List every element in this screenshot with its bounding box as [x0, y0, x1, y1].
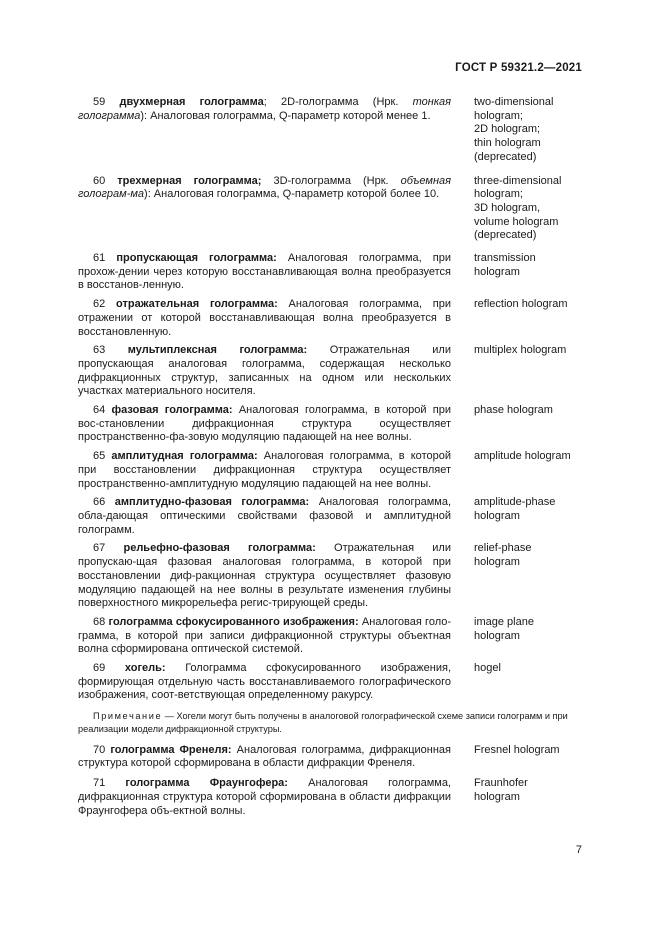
english-line: hologram [474, 556, 520, 569]
term-text: Аналоговая голо-грамма, в которой при записи дифракционной структуры объектная волна сформирована оптической системой. [78, 615, 452, 656]
term-english [474, 450, 586, 491]
english-line: amplitude-phase [474, 496, 556, 509]
term-number: 61 [93, 252, 106, 265]
deprecated-term: тонкая голограмма [78, 96, 452, 122]
term-number: 66 [93, 496, 106, 509]
english-line: hologram [474, 265, 520, 278]
term-entry [78, 96, 586, 165]
english-line: multiplex hologram [474, 344, 567, 357]
english-line: amplitude hologram [474, 450, 571, 463]
term-synonyms: ; 2D-голограмма (Нрк. [263, 96, 413, 108]
term-synonyms: 3D-голограмма (Нрк. [261, 174, 401, 187]
english-line: relief-phase [474, 542, 532, 555]
term-definition [78, 344, 451, 399]
term-text: Отражательная или пропускаю-щая фазовая аналоговая голограмма, в которой при восстановлении диф-ракционная структура осуществляет фазовую модуляцию падающей на нее волны в результате изменения глубины поверхностного микрорельефа регис-трирующей среды. [78, 542, 451, 610]
note [78, 710, 586, 737]
term-number: 71 [93, 777, 106, 790]
term-title: амплитудная голограмма: [111, 450, 258, 463]
term-definition [78, 496, 451, 537]
term-definition [78, 616, 451, 657]
english-line: two-dimensional [474, 96, 554, 108]
term-english [474, 252, 586, 293]
page-number: 7 [575, 844, 582, 856]
term-english [474, 662, 586, 703]
english-line: 3D hologram, [474, 201, 541, 214]
term-number: 59 [93, 96, 106, 108]
terms-list [78, 96, 586, 818]
term-english [474, 96, 586, 165]
english-line: hologram; [474, 188, 523, 201]
english-line: phase hologram [474, 404, 553, 417]
english-line: (deprecated) [474, 150, 537, 163]
term-title: отражательная голограмма: [116, 298, 278, 311]
term-entry [78, 298, 586, 339]
term-entry [78, 404, 586, 445]
term-text: Аналоговая голограмма, при отражении от которой восстанавливающая волна преобразуется в восстановленную. [78, 298, 451, 338]
term-entry [78, 777, 586, 818]
term-english [474, 175, 586, 244]
term-english [474, 496, 586, 537]
english-line: three-dimensional [474, 174, 562, 187]
term-title: фазовая голограмма: [111, 404, 233, 417]
term-number: 64 [93, 404, 106, 417]
term-number: 65 [93, 450, 106, 463]
term-text: Отражательная или пропускающая аналоговая голограмма, содержащая несколько дифракционных структур, записанных на одном или нескольких участках материального носителя. [78, 344, 451, 398]
term-entry [78, 542, 586, 611]
term-title: рельефно-фазовая голограмма: [123, 542, 316, 555]
term-definition [78, 450, 451, 491]
english-line: Fresnel hologram [474, 743, 560, 756]
english-line: hologram [474, 790, 520, 803]
term-english [474, 616, 586, 657]
term-definition [78, 662, 451, 703]
term-english [474, 744, 586, 771]
term-text: Аналоговая голограмма, в которой при вос-становлении дифракционная структура осуществляет пространственно-фа-зовую модуляцию падающей на нее волны. [78, 404, 452, 444]
term-english [474, 777, 586, 818]
term-entry [78, 344, 586, 399]
term-number: 69 [93, 662, 106, 675]
term-definition [78, 404, 451, 445]
term-title: амплитудно-фазовая голограмма: [114, 496, 310, 509]
term-number: 60 [93, 174, 106, 187]
note-label: Примечание [93, 711, 163, 722]
term-entry [78, 496, 586, 537]
term-definition [78, 252, 451, 293]
term-title: голограмма сфокусированного изображения: [108, 615, 359, 628]
term-title: трехмерная голограмма; [117, 174, 262, 187]
term-entry [78, 450, 586, 491]
term-number: 62 [93, 298, 106, 311]
english-line: hologram [474, 509, 520, 522]
term-title: хогель: [124, 662, 166, 675]
term-title: двухмерная голограмма [119, 96, 264, 108]
term-text: ): Аналоговая голограмма, Q-параметр которой более 10. [144, 188, 440, 201]
english-line: (deprecated) [474, 229, 537, 242]
term-english [474, 298, 586, 339]
english-line: image plane [474, 615, 534, 628]
term-title: мультиплексная голограмма: [127, 344, 308, 357]
term-definition [78, 777, 451, 818]
english-line: transmission [474, 252, 536, 265]
term-definition [78, 542, 451, 611]
term-number: 68 [93, 615, 106, 628]
english-line: thin hologram [474, 137, 541, 150]
term-definition [78, 298, 451, 339]
term-text: Голограмма сфокусированного изображения, формирующая отдельную часть восстанавливаемого голографического изображения, соот-ветствующая определенному ракурсу. [78, 662, 451, 702]
term-entry [78, 662, 586, 703]
term-entry [78, 616, 586, 657]
term-text: Аналоговая голограмма, при прохож-дении через которую восстанавливающая волна преобразуется в восстанов-ленную. [78, 252, 451, 292]
term-number: 67 [93, 542, 106, 555]
english-line: 2D hologram; [474, 123, 541, 136]
term-text: ): Аналоговая голограмма, Q-параметр которой менее 1. [140, 109, 431, 122]
term-text: Аналоговая голограмма, обла-дающая оптическими свойствами фазовой и амплитудной голограмм. [78, 496, 452, 536]
term-entry [78, 175, 586, 244]
english-line: volume hologram [474, 215, 559, 228]
term-title: голограмма Френеля: [110, 743, 232, 756]
term-entry [78, 252, 586, 293]
term-english [474, 542, 586, 611]
english-line: hologram [474, 629, 520, 642]
term-english [474, 344, 586, 399]
term-definition [78, 96, 451, 165]
term-number: 63 [93, 344, 106, 357]
term-text: Аналоговая голограмма, дифракционная структура которой сформирована в области дифракции Френеля. [78, 743, 451, 770]
document-code: ГОСТ Р 59321.2—2021 [455, 62, 582, 74]
term-entry [78, 744, 586, 771]
deprecated-term: объемная голограм-ма [78, 174, 451, 201]
english-line: hogel [474, 662, 501, 675]
term-number: 70 [93, 743, 106, 756]
term-title: голограмма Фраунгофера: [125, 777, 288, 790]
note-text: — Хогели могут быть получены в аналоговой голографической схеме записи голограмм и при реализации модели дифракционной структуры. [78, 711, 568, 735]
term-text: Аналоговая голограмма, в которой при восстановлении дифракционная структура осуществляет пространственно-амплитудную модуляцию падающей на нее волны. [78, 450, 451, 490]
term-text: Аналоговая голограмма, дифракционная структура которой сформирована в области дифракции Фраунгофера объ-ектной волны. [78, 777, 451, 817]
term-definition [78, 744, 451, 771]
term-english [474, 404, 586, 445]
english-line: hologram; [474, 109, 523, 122]
term-definition [78, 175, 451, 244]
term-title: пропускающая голограмма: [116, 252, 277, 265]
english-line: reflection hologram [474, 298, 568, 311]
english-line: Fraunhofer [474, 777, 528, 790]
